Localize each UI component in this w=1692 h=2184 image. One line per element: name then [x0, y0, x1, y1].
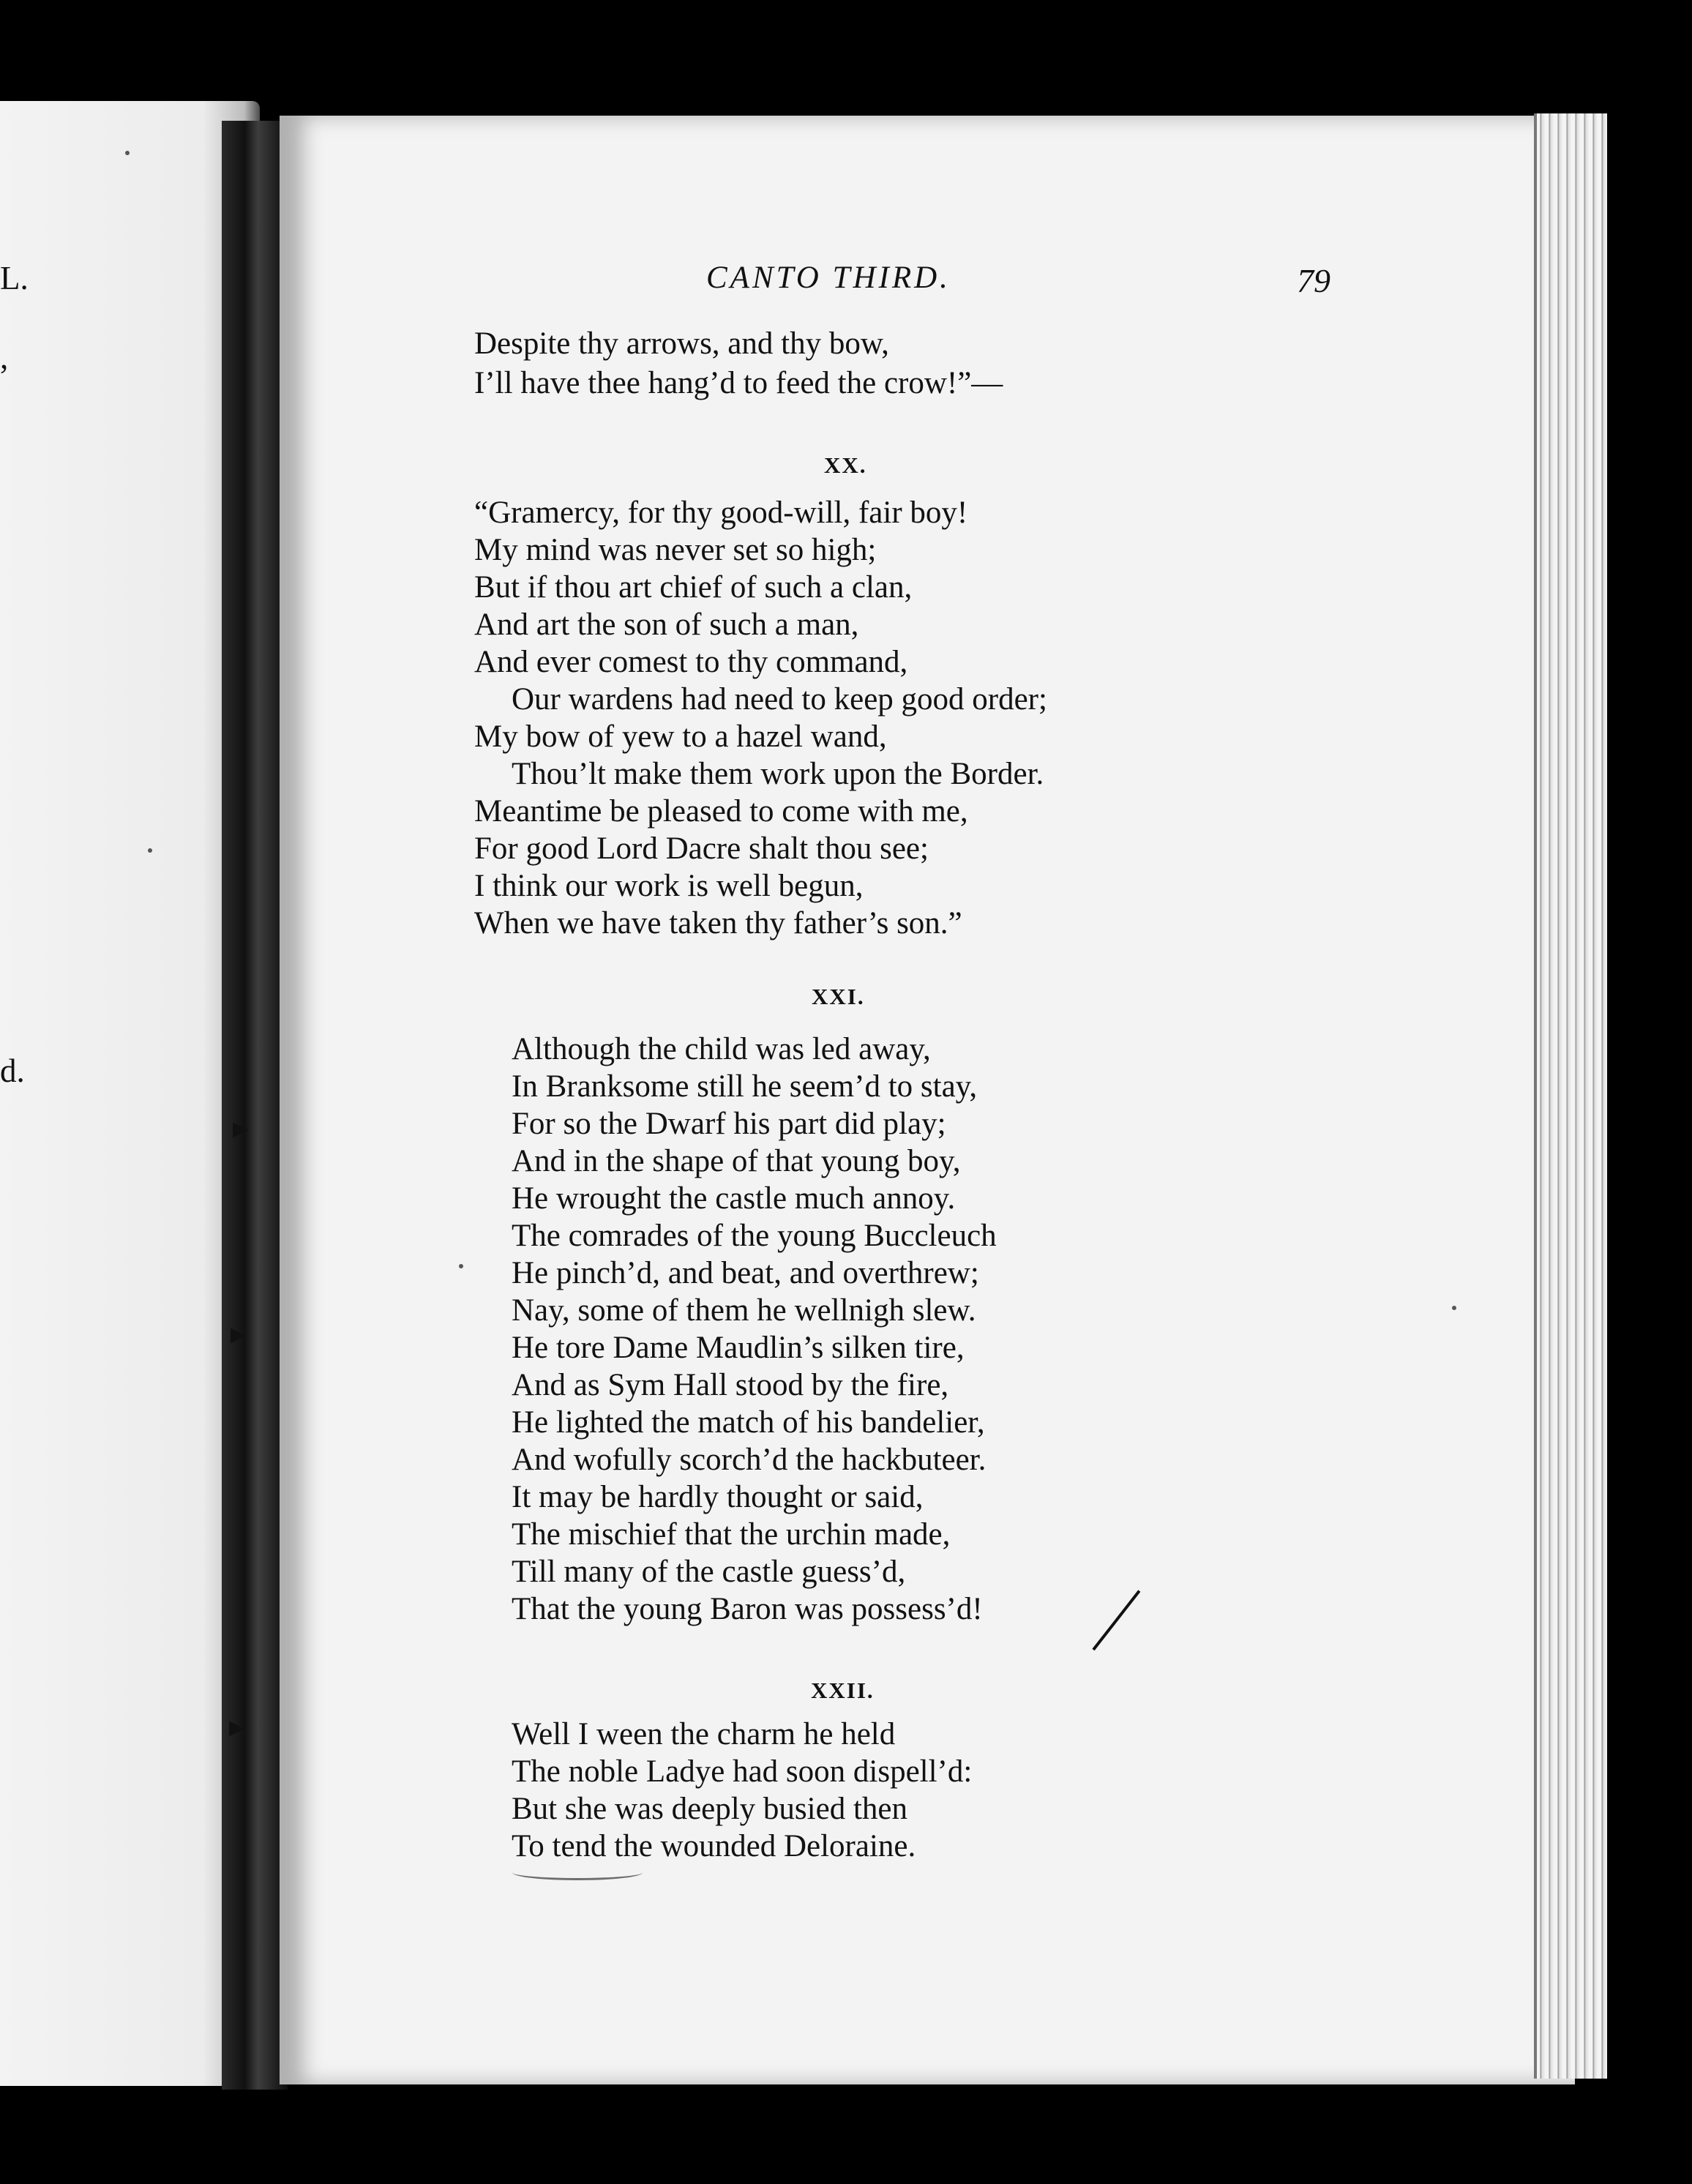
page-speck — [148, 848, 152, 853]
poem-line: It may be hardly thought or said, — [512, 1480, 924, 1514]
poem-line: He pinch’d, and beat, and overthrew; — [512, 1256, 979, 1290]
poem-line: “Gramercy, for thy good-will, fair boy! — [474, 495, 968, 530]
poem-line: That the young Baron was possess’d! — [512, 1592, 983, 1626]
poem-line: Till many of the castle guess’d, — [512, 1555, 906, 1589]
spine-mark: ▸ — [231, 1317, 247, 1351]
poem-line: My bow of yew to a hazel wand, — [474, 719, 887, 754]
poem-line: Well I ween the charm he held — [512, 1717, 896, 1751]
poem-line: And ever comest to thy command, — [474, 645, 908, 679]
poem-line: For so the Dwarf his part did play; — [512, 1107, 946, 1141]
poem-line: But if thou art chief of such a clan, — [474, 570, 913, 605]
poem-line: In Branksome still he seem’d to stay, — [512, 1069, 978, 1104]
poem-line: And wofully scorch’d the hackbuteer. — [512, 1443, 987, 1477]
pencil-underline — [512, 1865, 643, 1880]
poem-line: The comrades of the young Buccleuch — [512, 1219, 997, 1253]
left-margin-text: L. — [0, 260, 29, 296]
poem-line: He lighted the match of his bandelier, — [512, 1405, 985, 1440]
running-header: CANTO THIRD. — [706, 261, 951, 295]
stanza-number: XXI. — [812, 984, 865, 1009]
poem-line: And in the shape of that young boy, — [512, 1144, 961, 1178]
poem-line: Meantime be pleased to come with me, — [474, 794, 968, 829]
poem-line: My mind was never set so high; — [474, 533, 877, 567]
poem-line: For good Lord Dacre shalt thou see; — [474, 831, 929, 866]
page-speck — [459, 1264, 463, 1268]
stanza-number: XXII. — [811, 1678, 875, 1703]
stanza-number: XX. — [824, 452, 867, 478]
poem-line: Nay, some of them he wellnigh slew. — [512, 1293, 976, 1328]
poem-line: But she was deeply busied then — [512, 1792, 907, 1826]
poem-line: The mischief that the urchin made, — [512, 1517, 951, 1552]
poem-line: And art the son of such a man, — [474, 607, 859, 642]
poem-line: I think our work is well begun, — [474, 869, 864, 903]
left-margin-text: d. — [0, 1052, 25, 1089]
poem-line: And as Sym Hall stood by the fire, — [512, 1368, 949, 1402]
poem-line: Despite thy arrows, and thy bow, — [474, 326, 889, 361]
poem-line: He tore Dame Maudlin’s silken tire, — [512, 1331, 965, 1365]
page-number: 79 — [1297, 262, 1330, 299]
poem-line: Thou’lt make them work upon the Border. — [512, 757, 1044, 791]
poem-line: Our wardens had need to keep good order; — [512, 682, 1047, 717]
poem-line: The noble Ladye had soon dispell’d: — [512, 1754, 973, 1789]
book-gutter — [222, 121, 288, 2090]
spine-mark: ▸ — [233, 1112, 249, 1145]
poem-line: When we have taken thy father’s son.” — [474, 906, 962, 940]
left-page — [0, 101, 260, 2086]
left-margin-text: , — [0, 339, 9, 375]
poem-line: He wrought the castle much annoy. — [512, 1181, 956, 1216]
spine-mark: ▸ — [229, 1710, 245, 1744]
poem-line: I’ll have thee hang’d to feed the crow!”— — [474, 366, 1003, 400]
page-edge — [1534, 113, 1607, 2079]
page-speck — [1452, 1306, 1456, 1310]
poem-line: To tend the wounded Deloraine. — [512, 1829, 916, 1863]
poem-line: Although the child was led away, — [512, 1032, 931, 1066]
page-speck — [125, 151, 130, 155]
